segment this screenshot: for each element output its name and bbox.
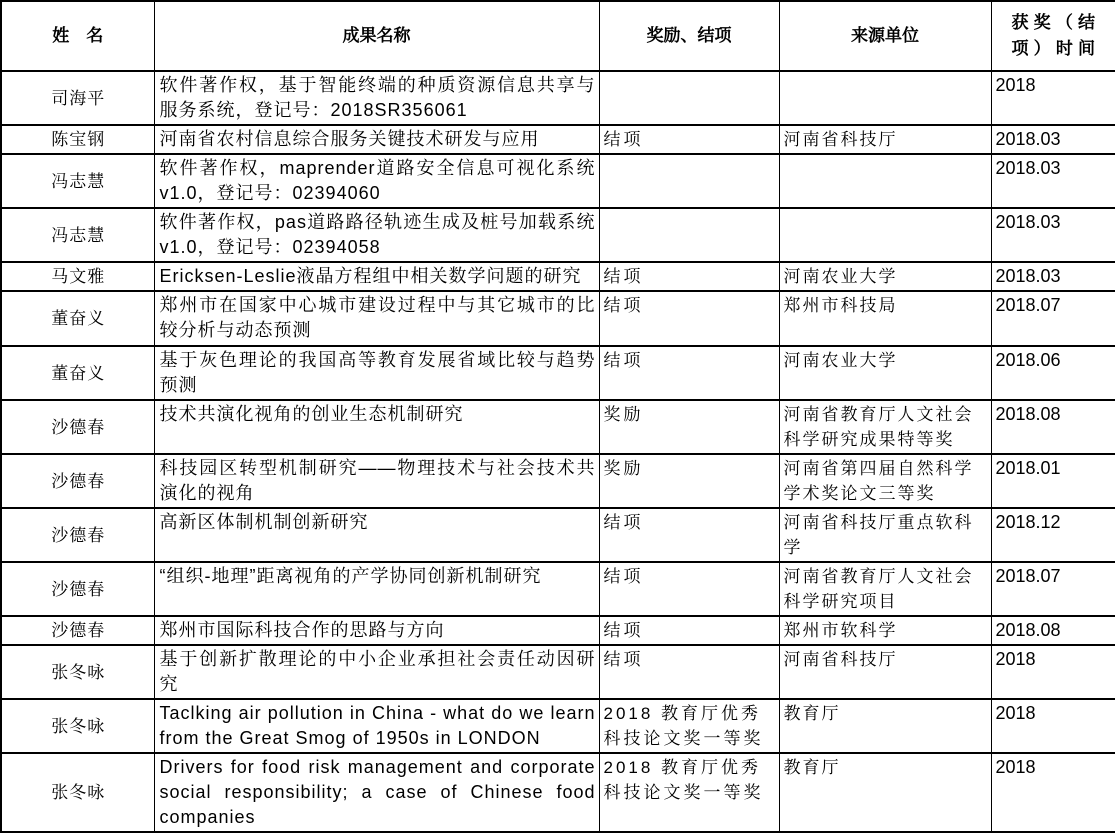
cell-achievement: 高新区体制机制创新研究 [154, 508, 599, 562]
cell-award-time: 2018.03 [991, 154, 1115, 208]
table-row [1, 208, 1115, 262]
cell-award-status: 结项 [599, 262, 779, 291]
cell-award-status [599, 208, 779, 262]
cell-achievement: 技术共演化视角的创业生态机制研究 [154, 400, 599, 454]
cell-name: 陈宝钢 [1, 125, 154, 154]
cell-award-time: 2018.07 [991, 291, 1115, 346]
cell-source-unit: 河南省科技厅 [779, 645, 991, 699]
cell-award-time: 2018 [991, 71, 1115, 125]
cell-source-unit: 河南省科技厅 [779, 125, 991, 154]
cell-achievement: Taclking air pollution in China - what do we learn from the Great Smog of 1950s in LONDON [154, 699, 599, 753]
cell-award-status: 结项 [599, 291, 779, 346]
cell-award-status [599, 71, 779, 125]
table-row [1, 699, 1115, 753]
cell-source-unit [779, 71, 991, 125]
cell-award-status: 结项 [599, 562, 779, 616]
cell-name: 董奋义 [1, 346, 154, 400]
cell-award-time: 2018.03 [991, 208, 1115, 262]
cell-source-unit: 教育厅 [779, 753, 991, 832]
cell-award-status: 结项 [599, 346, 779, 400]
cell-achievement: 基于灰色理论的我国高等教育发展省域比较与趋势预测 [154, 346, 599, 400]
table-row [1, 71, 1115, 125]
col-header-award-status: 奖励、结项 [599, 1, 779, 71]
cell-source-unit: 河南省科技厅重点软科学 [779, 508, 991, 562]
cell-award-status: 结项 [599, 125, 779, 154]
table-row [1, 154, 1115, 208]
cell-name: 沙德春 [1, 616, 154, 645]
table-row [1, 562, 1115, 616]
table-row [1, 262, 1115, 291]
table-row [1, 616, 1115, 645]
cell-award-status: 奖励 [599, 400, 779, 454]
cell-award-time: 2018.06 [991, 346, 1115, 400]
cell-achievement: 郑州市国际科技合作的思路与方向 [154, 616, 599, 645]
cell-name: 张冬咏 [1, 699, 154, 753]
cell-achievement: 基于创新扩散理论的中小企业承担社会责任动因研究 [154, 645, 599, 699]
cell-source-unit [779, 154, 991, 208]
table-row [1, 454, 1115, 508]
cell-award-time: 2018.01 [991, 454, 1115, 508]
cell-name: 沙德春 [1, 508, 154, 562]
table-row [1, 291, 1115, 346]
table-row [1, 645, 1115, 699]
cell-award-status [599, 154, 779, 208]
cell-source-unit: 郑州市软科学 [779, 616, 991, 645]
cell-award-status: 结项 [599, 616, 779, 645]
cell-source-unit [779, 208, 991, 262]
cell-source-unit: 河南农业大学 [779, 346, 991, 400]
cell-award-time: 2018 [991, 645, 1115, 699]
cell-name: 冯志慧 [1, 154, 154, 208]
table-row [1, 753, 1115, 832]
cell-name: 司海平 [1, 71, 154, 125]
col-header-source-unit: 来源单位 [779, 1, 991, 71]
cell-award-status: 结项 [599, 508, 779, 562]
cell-award-time: 2018.03 [991, 125, 1115, 154]
cell-source-unit: 教育厅 [779, 699, 991, 753]
cell-achievement: “组织-地理”距离视角的产学协同创新机制研究 [154, 562, 599, 616]
cell-award-status: 2018 教育厅优秀科技论文奖一等奖 [599, 699, 779, 753]
cell-achievement: 软件著作权，基于智能终端的种质资源信息共享与服务系统，登记号：2018SR356061 [154, 71, 599, 125]
cell-award-time: 2018 [991, 699, 1115, 753]
table-row [1, 346, 1115, 400]
cell-award-time: 2018.08 [991, 616, 1115, 645]
cell-name: 沙德春 [1, 454, 154, 508]
cell-award-status: 结项 [599, 645, 779, 699]
cell-source-unit: 郑州市科技局 [779, 291, 991, 346]
cell-award-time: 2018.08 [991, 400, 1115, 454]
cell-name: 马文雅 [1, 262, 154, 291]
table-row [1, 125, 1115, 154]
cell-award-time: 2018.12 [991, 508, 1115, 562]
cell-achievement: Ericksen-Leslie液晶方程组中相关数学问题的研究 [154, 262, 599, 291]
cell-source-unit: 河南省第四届自然科学学术奖论文三等奖 [779, 454, 991, 508]
cell-name: 董奋义 [1, 291, 154, 346]
cell-achievement: 科技园区转型机制研究——物理技术与社会技术共演化的视角 [154, 454, 599, 508]
table-row [1, 508, 1115, 562]
cell-name: 沙德春 [1, 400, 154, 454]
cell-award-status: 奖励 [599, 454, 779, 508]
cell-source-unit: 河南省教育厅人文社会科学研究项目 [779, 562, 991, 616]
col-header-achievement: 成果名称 [154, 1, 599, 71]
cell-award-time: 2018 [991, 753, 1115, 832]
cell-name: 冯志慧 [1, 208, 154, 262]
cell-award-time: 2018.07 [991, 562, 1115, 616]
col-header-award-time: 获奖（结项）时间 [991, 1, 1115, 71]
cell-achievement: Drivers for food risk management and corporate social responsibility; a case of Chinese food companies [154, 753, 599, 832]
cell-achievement: 河南省农村信息综合服务关键技术研发与应用 [154, 125, 599, 154]
col-header-name: 姓 名 [1, 1, 154, 71]
cell-name: 张冬咏 [1, 753, 154, 832]
cell-achievement: 软件著作权，pas道路路径轨迹生成及桩号加载系统v1.0，登记号：02394058 [154, 208, 599, 262]
cell-source-unit: 河南农业大学 [779, 262, 991, 291]
cell-award-time: 2018.03 [991, 262, 1115, 291]
cell-award-status: 2018 教育厅优秀科技论文奖一等奖 [599, 753, 779, 832]
cell-achievement: 软件著作权，maprender道路安全信息可视化系统v1.0，登记号：02394060 [154, 154, 599, 208]
table-row [1, 400, 1115, 454]
cell-name: 张冬咏 [1, 645, 154, 699]
table-body [1, 71, 1115, 832]
cell-name: 沙德春 [1, 562, 154, 616]
cell-source-unit: 河南省教育厅人文社会科学研究成果特等奖 [779, 400, 991, 454]
cell-achievement: 郑州市在国家中心城市建设过程中与其它城市的比较分析与动态预测 [154, 291, 599, 346]
header-row [1, 1, 1115, 71]
